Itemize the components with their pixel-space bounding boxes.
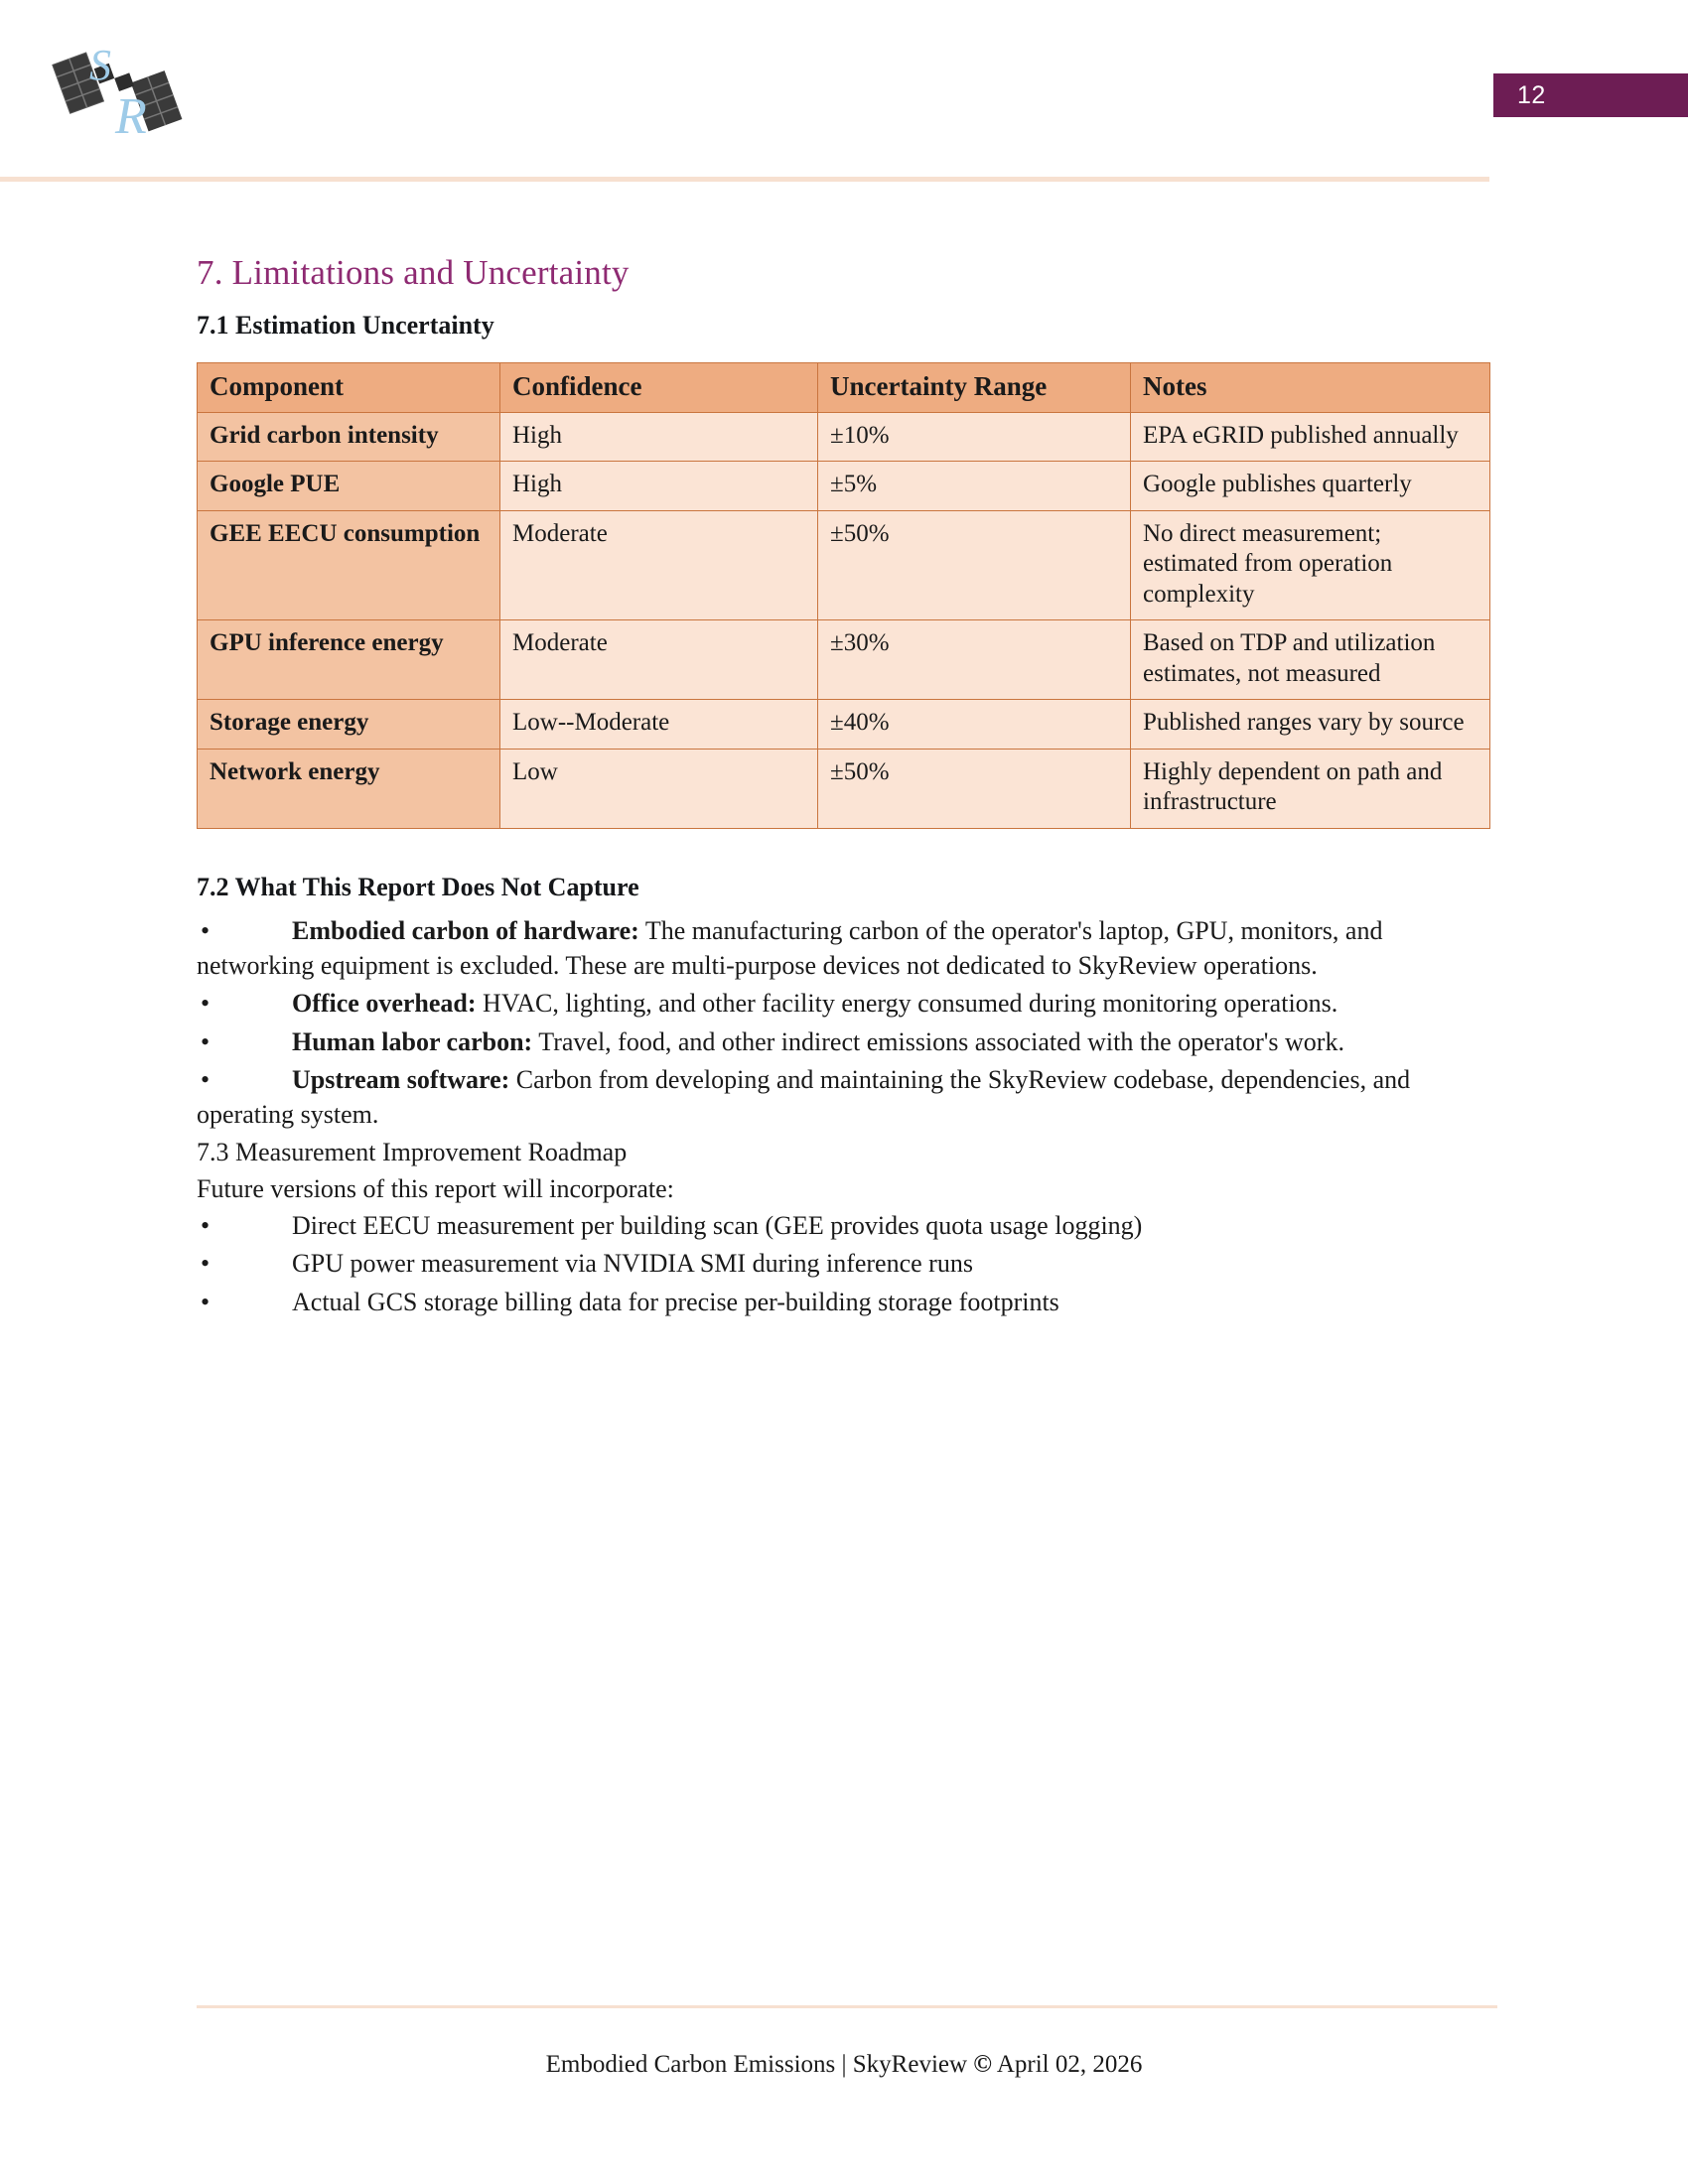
list-item-text: Actual GCS storage billing data for precise per-building storage footprints [292,1287,1059,1316]
list-item-text: GPU power measurement via NVIDIA SMI during inference runs [292,1249,973,1279]
svg-text:S: S [89,41,111,89]
header-divider [0,177,1489,182]
cell-confidence: Low--Moderate [500,700,818,750]
cell-component: Grid carbon intensity [198,412,500,462]
list-item-text: Travel, food, and other indirect emissions associated with the operator's work. [532,1026,1344,1056]
table-header-row [198,363,1490,413]
cell-confidence: Low [500,749,818,828]
cell-notes: Highly dependent on path and infrastructure [1131,749,1490,828]
list-item-lead: Upstream software: [292,1065,510,1095]
table-row [198,462,1490,511]
column-header-notes: Notes [1131,363,1490,413]
cell-range: ±5% [818,462,1131,511]
cell-notes: EPA eGRID published annually [1131,412,1490,462]
footer-text-before: Embodied Carbon Emissions | SkyReview [545,2051,974,2078]
list-item-lead: Human labor carbon: [292,1026,533,1056]
cell-component: Google PUE [198,462,500,511]
subsection-7-2-heading: 7.2 What This Report Does Not Capture [197,872,639,901]
estimation-uncertainty-table [197,362,1490,829]
list-item-text: HVAC, lighting, and other facility energy consumed during monitoring operations. [476,989,1338,1019]
page-title: 7. Limitations and Uncertainty [197,253,630,292]
cell-component: Network energy [198,749,500,828]
bullet-icon: • [201,1210,211,1240]
cell-range: ±50% [818,749,1131,828]
roadmap-intro: Future versions of this report will incorporate: [197,1173,674,1203]
list-item [197,1247,1497,1282]
copyright-icon: © [973,2051,992,2078]
column-header-confidence: Confidence [500,363,818,413]
list-item-lead: Office overhead: [292,989,477,1019]
list-item [197,914,1497,983]
column-header-component: Component [198,363,500,413]
cell-notes: Google publishes quarterly [1131,462,1490,511]
page-footer [0,2051,1688,2079]
table-row [198,700,1490,750]
list-item [197,1286,1497,1320]
document-content [197,253,1497,1323]
bullet-icon: • [201,989,211,1019]
satellite-logo-icon [38,22,202,161]
cell-confidence: High [500,462,818,511]
table-row [198,510,1490,620]
table-row [198,749,1490,828]
footer-text-after: April 02, 2026 [991,2051,1143,2078]
roadmap-list [197,1209,1497,1320]
list-item-text: Carbon from developing and maintaining the SkyReview codebase, dependencies, and operating system. [197,1065,1411,1129]
bullet-icon: • [201,915,211,945]
subsection-7-3-heading: 7.3 Measurement Improvement Roadmap [197,1138,628,1167]
bullet-icon: • [201,1065,211,1095]
cell-range: ±50% [818,510,1131,620]
list-item [197,1209,1497,1244]
cell-confidence: Moderate [500,510,818,620]
cell-range: ±30% [818,620,1131,700]
cell-confidence: High [500,412,818,462]
cell-notes: Based on TDP and utilization estimates, not measured [1131,620,1490,700]
list-item-lead: Embodied carbon of hardware: [292,915,639,945]
cell-range: ±10% [818,412,1131,462]
column-header-uncertainty-range: Uncertainty Range [818,363,1131,413]
list-item [197,987,1497,1022]
cell-confidence: Moderate [500,620,818,700]
page-header [0,0,1688,181]
subsection-7-1-heading: 7.1 Estimation Uncertainty [197,311,494,340]
table-row [198,412,1490,462]
cell-component: GPU inference energy [198,620,500,700]
list-item [197,1063,1497,1132]
list-item-text: Direct EECU measurement per building scan (GEE provides quota usage logging) [292,1210,1143,1240]
cell-notes: No direct measurement; estimated from operation complexity [1131,510,1490,620]
table-row [198,620,1490,700]
footer-divider [197,2005,1497,2008]
page-number-badge [1493,73,1688,117]
bullet-icon: • [201,1026,211,1056]
list-item-text: The manufacturing carbon of the operator's laptop, GPU, monitors, and networking equipment is excluded. These are multi-purpose devices not dedicated to SkyReview operations. [197,915,1383,980]
svg-text:R: R [115,88,147,145]
cell-range: ±40% [818,700,1131,750]
cell-component: Storage energy [198,700,500,750]
not-captured-list [197,914,1497,1132]
page-number: 12 [1517,80,1546,109]
bullet-icon: • [201,1249,211,1279]
bullet-icon: • [201,1287,211,1316]
list-item [197,1025,1497,1060]
cell-component: GEE EECU consumption [198,510,500,620]
cell-notes: Published ranges vary by source [1131,700,1490,750]
